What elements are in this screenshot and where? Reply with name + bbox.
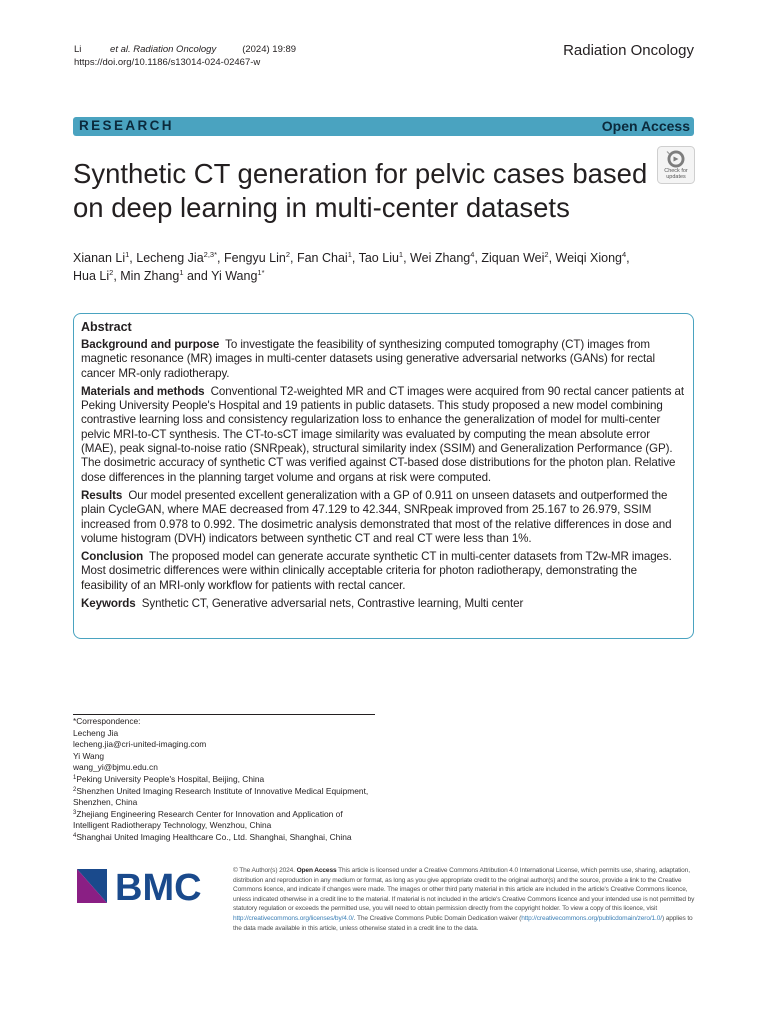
- author-name[interactable]: Lecheng Jia: [136, 251, 204, 265]
- footnote-divider: [73, 714, 375, 715]
- correspondence-text: Peking University People's Hospital, Beijing, China: [76, 773, 265, 784]
- license-link[interactable]: http://creativecommons.org/licenses/by/4.0/: [233, 914, 354, 922]
- abstract-keywords: Keywords Synthetic CT, Generative adversarial nets, Contrastive learning, Multi center: [81, 597, 524, 611]
- abstract-heading: Abstract: [81, 320, 132, 334]
- author-separator: ,: [129, 251, 137, 265]
- citation-journal: et al. Radiation Oncology: [110, 44, 217, 55]
- author-name[interactable]: Hua Li: [73, 269, 110, 283]
- abstract-results: Results Our model presented excellent generalization with a GP of 0.911 on unseen datasets and outperformed the plain CycleGAN, where MAE decreased from 47.129 to 42.344, SNRpeak improved from 25.167 to 26.979, SSIM increased from 0.978 to 0.992. The dosimetric analysis demonstrated that most of the relative differences in dose and volume histogram (DVH) indicators between synthetic CT and real CT were less than 1%.: [81, 488, 672, 545]
- correspondence-line: [73, 762, 373, 774]
- author-list: [73, 249, 673, 285]
- author-separator: ,: [113, 269, 121, 283]
- author-separator: ,: [351, 251, 359, 265]
- citation-year: (2024) 19:89: [242, 44, 297, 55]
- author-name[interactable]: Wei Zhang: [410, 251, 471, 265]
- author-separator: ,: [403, 251, 411, 265]
- affiliation-number: 4: [73, 832, 77, 839]
- author-affiliation-mark: 1: [398, 250, 404, 259]
- author-separator: and: [183, 269, 212, 283]
- article-title: Synthetic CT generation for pelvic cases based on deep learning in multi-center datasets: [73, 158, 648, 223]
- author-affiliation-mark: 2,3*: [203, 250, 218, 259]
- author-name[interactable]: Xianan Li: [73, 251, 126, 265]
- author-affiliation-mark: 1: [125, 250, 130, 259]
- check-for-updates-label: Check for updates: [664, 168, 688, 180]
- correspondence-line: [73, 786, 373, 809]
- abstract-methods: Materials and methods Conventional T2-weighted MR and CT images were acquired from 90 rectal cancer patients at Peking University People's Hospital and 19 patients in public datasets. This study proposed a new model combining contrastive learning loss and consistency regularization loss to enhance the generalization of model for multi-center pelvic MRI-to-CT synthesis. The CT-to-sCT image similarity was evaluated by computing the mean absolute error (MAE), peak signal-to-noise ratio (SNRpeak), structural similarity index (SSIM) and Generalization Performance (GP). The dosimetric accuracy of synthetic CT was verified against CT-based dose distributions for the photon plan. Relative dose differences in the planning target volume and organs at risk were computed.: [81, 384, 685, 484]
- open-access-label: Open Access: [601, 118, 690, 134]
- abstract-box: [73, 313, 694, 639]
- abstract-background: Background and purpose To investigate the feasibility of synthesizing computed tomography (CT) images from magnetic resonance (MR) images in multi-center datasets using generative adversarial networks (GANs) for rectal cancer MR-only radiotherapy.: [81, 338, 655, 380]
- correspondence-line: [73, 728, 373, 740]
- abstract-conclusion: Conclusion The proposed model can generate accurate synthetic CT in multi-center datasets from T2w-MR images. Most dosimetric differences were within clinically acceptable criteria for photon radiotherapy, demonstrating the feasibility of an MRI-only workflow for patients with rectal cancer.: [81, 550, 672, 592]
- license-text: © The Author(s) 2024. Open Access This article is licensed under a Creative Commons Attribution 4.0 International License, which permits use, sharing, adaptation, distribution and reproduction in any medium or format, as long as you give appropriate credit to the original author(s) and the source, provide a link to the Creative Commons licence, and indicate if changes were made. The images or other third party material in this article are included in the article's Creative Commons licence, unless indicated otherwise in a credit line to the material. If material is not included in the article's Creative Commons licence and your intended use is not permitted by statutory regulation or exceeds the permitted use, you will need to obtain permission directly from the copyright holder. To view a copy of this licence, visit http://creativecommons.org/licenses/by/4.0/. The Creative Commons Public Domain Dedication waiver (http://creativecommons.org/publicdomain/zero/1.0/) applies to the data made available in this article, unless otherwise stated in a credit line to the data.: [233, 867, 695, 932]
- correspondence-text: *Correspondence:: [73, 716, 141, 726]
- correspondence-line: [73, 751, 373, 763]
- bmc-logo-icon: [77, 866, 217, 906]
- author-name[interactable]: Ziquan Wei: [481, 251, 545, 265]
- section-label: RESEARCH: [79, 118, 174, 133]
- author-separator: ,: [217, 251, 224, 265]
- author-separator: ,: [626, 251, 630, 265]
- author-affiliation-mark: 1: [347, 250, 352, 259]
- citation-line: [74, 43, 322, 56]
- author-name[interactable]: Yi Wang: [211, 269, 258, 283]
- affiliation-number: 2: [73, 786, 77, 793]
- author-name[interactable]: Fan Chai: [296, 251, 348, 265]
- correspondence-text: Shanghai United Imaging Healthcare Co., Ltd. Shanghai, Shanghai, China: [76, 831, 352, 842]
- correspondence-text: Lecheng Jia: [73, 727, 119, 738]
- correspondence-line: [73, 774, 373, 786]
- author-affiliation-mark: 1*: [257, 268, 265, 277]
- author-affiliation-mark: 4: [470, 250, 475, 259]
- citation-authors: Li: [74, 44, 85, 55]
- correspondence-line: [73, 716, 373, 728]
- author-name[interactable]: Weiqi Xiong: [555, 251, 622, 265]
- author-affiliation-mark: 2: [544, 250, 549, 259]
- public-domain-link[interactable]: http://creativecommons.org/publicdomain/zero/1.0/: [521, 914, 662, 922]
- doi-link[interactable]: https://doi.org/10.1186/s13014-024-02467-w: [74, 57, 261, 68]
- citation-header: [74, 43, 322, 69]
- correspondence-block: [73, 716, 373, 844]
- affiliation-number: 1: [73, 774, 77, 781]
- author-affiliation-mark: 2: [109, 268, 114, 277]
- author-name[interactable]: Min Zhang: [120, 269, 180, 283]
- author-name[interactable]: Fengyu Lin: [223, 251, 286, 265]
- author-separator: ,: [290, 251, 297, 265]
- author-affiliation-mark: 1: [179, 268, 184, 277]
- affiliation-number: 3: [73, 809, 77, 816]
- bmc-logo-text: BMC: [115, 867, 202, 906]
- author-separator: ,: [474, 251, 482, 265]
- correspondence-text: Zhejiang Engineering Research Center for Innovation and Application of Intelligent Radiotherapy Technology, Wenzhou, China: [73, 808, 343, 831]
- section-bar: [73, 117, 694, 136]
- author-affiliation-mark: 2: [285, 250, 291, 259]
- author-name[interactable]: Tao Liu: [358, 251, 399, 265]
- correspondence-text: lecheng.jia@cri-united-imaging.com: [73, 739, 207, 750]
- correspondence-text: Yi Wang: [73, 750, 105, 761]
- correspondence-text: Shenzhen United Imaging Research Institute of Innovative Medical Equipment, Shenzhen, China: [73, 785, 369, 808]
- correspondence-text: wang_yi@bjmu.edu.cn: [73, 762, 158, 773]
- correspondence-line: [73, 739, 373, 751]
- correspondence-line: [73, 832, 373, 844]
- journal-name: Radiation Oncology: [563, 42, 694, 59]
- author-affiliation-mark: 4: [622, 250, 627, 259]
- correspondence-line: [73, 809, 373, 832]
- author-separator: ,: [548, 251, 556, 265]
